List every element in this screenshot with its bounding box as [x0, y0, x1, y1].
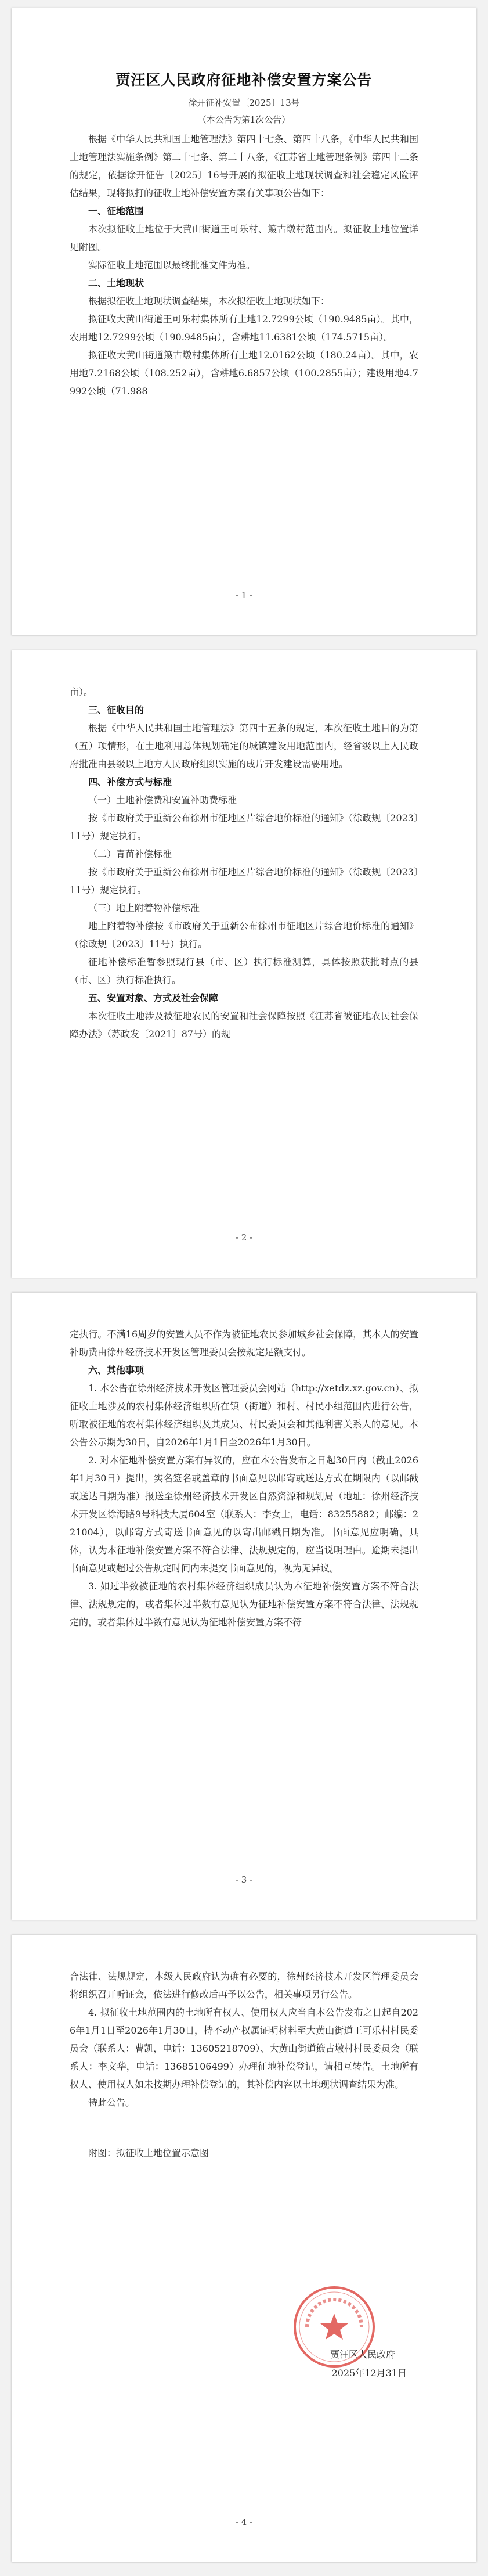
document-page-1	[12, 8, 476, 635]
paragraph: 拟征收大黄山街道王可乐村集体所有土地12.7299公顷（190.9485亩）。其中，农用地12.7299公顷（190.9485亩），含耕地11.6381公顷（174.5715亩）。	[70, 314, 418, 343]
signature-block	[279, 2283, 407, 2399]
page-number: - 1 -	[235, 590, 253, 600]
paragraph: 亩）。	[70, 686, 93, 697]
paragraph: 根据《中华人民共和国土地管理法》第四十五条的规定，本次征收土地目的为第（五）项情形，在土地利用总体规划确定的城镇建设用地范围内，经省级以上人民政府批准由县级以上地方人民政府组织实施的成片开发建设需要用地。	[70, 722, 418, 769]
attachment-note: 附图：拟征收土地位置示意图	[88, 2147, 209, 2158]
page-number: - 3 -	[235, 1875, 253, 1885]
document-page-3	[12, 1293, 476, 1920]
paragraph: 拟征收大黄山街道簸古墩村集体所有土地12.0162公顷（180.24亩）。其中，农用地7.2168公顷（108.252亩），含耕地6.6857公顷（100.2855亩）；建设用地4.7992公顷（71.988	[70, 350, 418, 397]
subsection-heading: （三）地上附着物补偿标准	[88, 902, 200, 913]
paragraph: 本次拟征收土地位于大黄山街道王可乐村、簸古墩村范围内。拟征收土地位置详见附图。	[70, 224, 418, 253]
document-number: 徐开征补安置〔2025〕13号	[188, 98, 300, 108]
section-heading-2: 二、土地现状	[88, 278, 144, 289]
paragraph: 地上附着物补偿按《市政府关于重新公布徐州市征地区片综合地价标准的通知》（徐政规〔2023〕11号）执行。	[70, 920, 418, 949]
document-title: 贾汪区人民政府征地补偿安置方案公告	[115, 71, 373, 88]
page-number: - 2 -	[235, 1232, 253, 1243]
paragraph: 3. 如过半数被征地的农村集体经济组织成员认为本征地补偿安置方案不符合法律、法规规定的，或者集体过半数有意见认为征地补偿安置方案不符合法律、法规规定的，或者集体过半数有意见认为征地补偿安置方案不符	[70, 1581, 418, 1628]
paragraph: 2. 对本征地补偿安置方案有异议的，应在本公告发布之日起30日内（截止2026年1月30日）提出，实名签名或盖章的书面意见以邮寄或送达方式在期限内（以邮戳或送达日期为准）报送至徐州经济技术开发区自然资源和规划局（地址：徐州经济技术开发区徐海路9号科技大厦604室（联系人：李女士，电话：83255882；邮编：221004），以邮寄方式寄送书面意见的以寄出邮戳日期为准。书面意见应明确，具体，认为本征地补偿安置方案不符合法律、法规规定的，应当说明理由。逾期未提出书面意见或超过公告规定时间内未提交书面意见的，视为无异议。	[70, 1455, 418, 1574]
document-page-4	[12, 1935, 476, 2562]
paragraph: 定执行。不满16周岁的安置人员不作为被征地农民参加城乡社会保障，其本人的安置补助费由徐州经济技术开发区管理委员会按规定足额支付。	[70, 1329, 418, 1358]
paragraph: 按《市政府关于重新公布徐州市征地区片综合地价标准的通知》（徐政规〔2023〕11号）规定执行。	[70, 866, 418, 895]
section-heading-5: 五、安置对象、方式及社会保障	[88, 992, 219, 1003]
section-heading-6: 六、其他事项	[88, 1365, 144, 1376]
paragraph: 本次征收土地涉及被征地农民的安置和社会保障按照《江苏省被征地农民社会保障办法》（苏政发〔2021〕87号）的规	[70, 1010, 418, 1039]
section-heading-1: 一、征地范围	[88, 206, 144, 217]
page-number: - 4 -	[235, 2517, 253, 2527]
paragraph: 根据拟征收土地现状调查结果，本次拟征收土地现状如下：	[88, 296, 330, 307]
announcement-note: （本公告为第1次公告）	[197, 114, 291, 125]
paragraph: 合法律、法规规定，本级人民政府认为确有必要的，徐州经济技术开发区管理委员会将组织召开听证会，依法进行修改后再予以公告，相关事项另行公告。	[70, 1971, 418, 2000]
paragraph: 1. 本公告在徐州经济技术开发区管理委员会网站（http://xetdz.xz.gov.cn）、拟征收土地涉及的农村集体经济组织所在镇（街道）和村、村民小组范围内进行公告，听取被征地的农村集体经济组织及其成员、村民委员会和其他利害关系人的意见。本公告公示期为30日，自2026年1月1日至2026年1月30日。	[70, 1383, 418, 1448]
paragraph: 按《市政府关于重新公布徐州市征地区片综合地价标准的通知》（徐政规〔2023〕11号）规定执行。	[70, 812, 418, 841]
paragraph: 4. 拟征收土地范围内的土地所有权人、使用权人应当自本公告发布之日起自2026年1月1日至2026年1月30日，持不动产权属证明材料至大黄山街道王可乐村村民委员会（联系人：曹凯，电话：13605218709）、大黄山街道簸古墩村村民委员会（联系人：李文华，电话：13685106499）办理征地补偿登记，请相互转告。土地所有权人、使用权人如未按期办理补偿登记的，其补偿内容以土地现状调查结果为准。	[70, 2007, 418, 2090]
document-page-2	[12, 650, 476, 1278]
signing-organization: 贾汪区人民政府	[330, 2349, 395, 2360]
subsection-heading: （一）土地补偿费和安置补助费标准	[88, 794, 237, 805]
paragraph: 实际征收土地范围以最终批准文件为准。	[88, 260, 256, 271]
section-heading-4: 四、补偿方式与标准	[88, 776, 172, 787]
preamble-paragraph: 根据《中华人民共和国土地管理法》第四十七条、第四十八条，《中华人民共和国土地管理法实施条例》第二十七条、第二十八条，《江苏省土地管理条例》第四十二条的规定，依据徐开征告〔2025〕16号开展的拟征收土地现状调查和社会稳定风险评估结果，现将拟打的征收土地补偿安置方案有关事项公告如下：	[70, 134, 418, 199]
section-heading-3: 三、征收目的	[88, 704, 144, 715]
signing-date: 2025年12月31日	[331, 2368, 407, 2379]
closing-statement: 特此公告。	[88, 2097, 135, 2108]
subsection-heading: （二）青苗补偿标准	[88, 848, 172, 859]
paragraph: 征地补偿标准暂参照现行县（市、区）执行标准测算，具体按照获批时点的县（市、区）执行标准执行。	[70, 956, 418, 985]
